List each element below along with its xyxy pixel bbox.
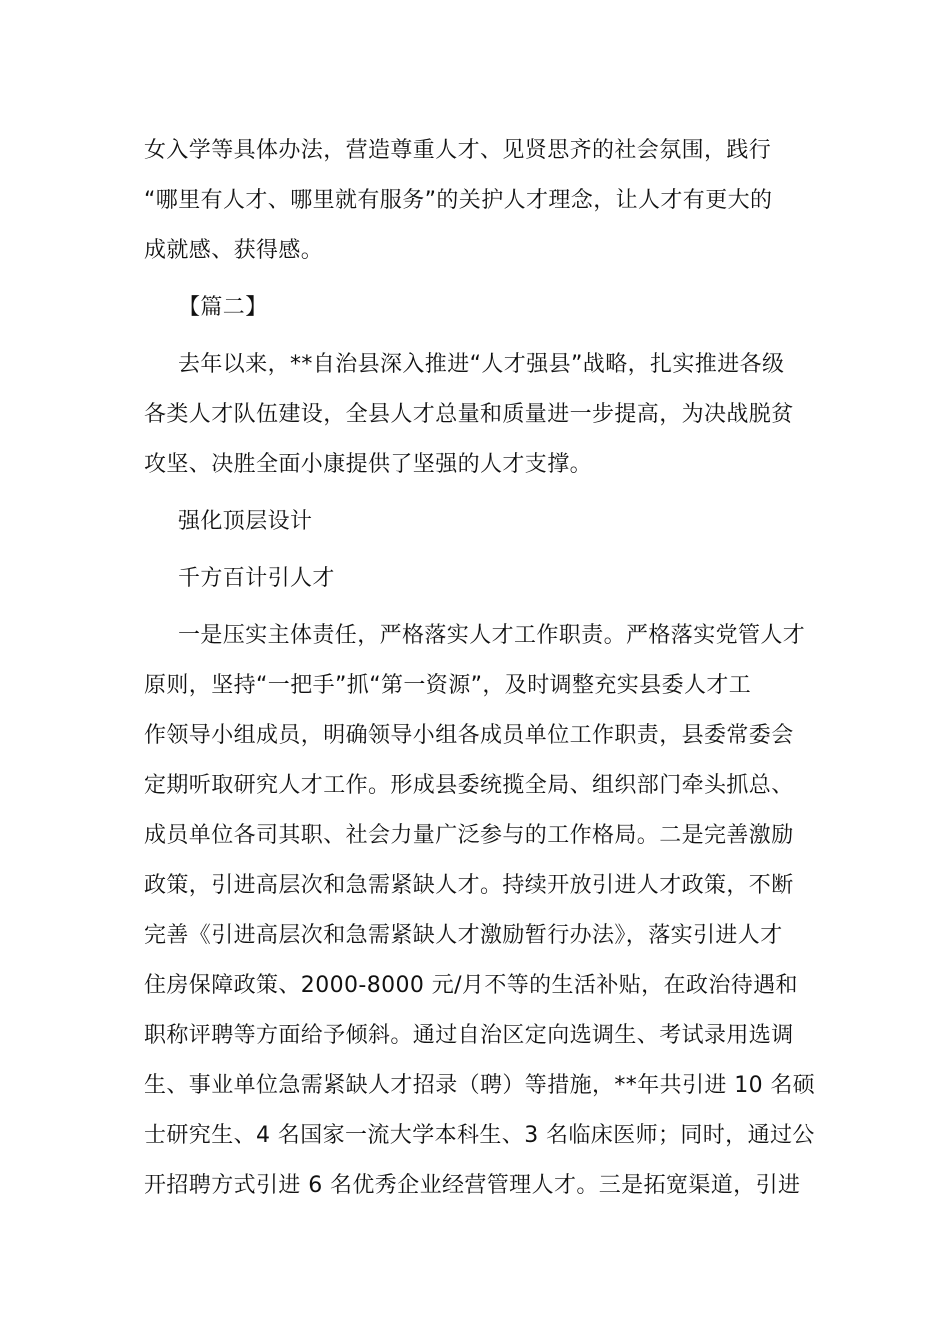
body-line: 定期听取研究人才工作。形成县委统揽全局、组织部门牵头抓总、 [144, 773, 794, 798]
body-line: 职称评聘等方面给予倾斜。通过自治区定向选调生、考试录用选调 [144, 1023, 794, 1048]
body-line: 完善《引进高层次和急需紧缺人才激励暂行办法》，落实引进人才 [144, 923, 783, 948]
subheading: 千方百计引人才 [178, 566, 335, 591]
body-line: 各类人才队伍建设，全县人才总量和质量进一步提高，为决战脱贫 [144, 402, 794, 427]
body-line: 住房保障政策、2000-8000 元/月不等的生活补贴，在政治待遇和 [144, 973, 798, 998]
body-line: 女入学等具体办法，营造尊重人才、见贤思齐的社会氛围，践行 [144, 138, 772, 163]
body-line: 生、事业单位急需紧缺人才招录（聘）等措施，**年共引进 10 名硕 [144, 1073, 816, 1098]
section-heading: 【篇二】 [178, 295, 268, 320]
body-line: 政策，引进高层次和急需紧缺人才。持续开放引进人才政策，不断 [144, 873, 794, 898]
subheading: 强化顶层设计 [178, 509, 313, 534]
body-line: 一是压实主体责任，严格落实人才工作职责。严格落实党管人才 [178, 623, 806, 648]
document-body [144, 126, 816, 1211]
body-line: 作领导小组成员，明确领导小组各成员单位工作职责，县委常委会 [144, 723, 794, 748]
body-line: 开招聘方式引进 6 名优秀企业经营管理人才。三是拓宽渠道，引进 [144, 1173, 801, 1198]
body-line: 攻坚、决胜全面小康提供了坚强的人才支撑。 [144, 452, 593, 477]
body-line: 成就感、获得感。 [144, 238, 324, 263]
body-line: “哪里有人才、哪里就有服务”的关护人才理念，让人才有更大的 [144, 188, 773, 213]
body-line: 原则，坚持“一把手”抓“第一资源”，及时调整充实县委人才工 [144, 673, 752, 698]
body-line: 去年以来，**自治县深入推进“人才强县”战略，扎实推进各级 [178, 352, 785, 377]
body-line: 成员单位各司其职、社会力量广泛参与的工作格局。二是完善激励 [144, 823, 794, 848]
body-line: 士研究生、4 名国家一流大学本科生、3 名临床医师；同时，通过公 [144, 1123, 815, 1148]
